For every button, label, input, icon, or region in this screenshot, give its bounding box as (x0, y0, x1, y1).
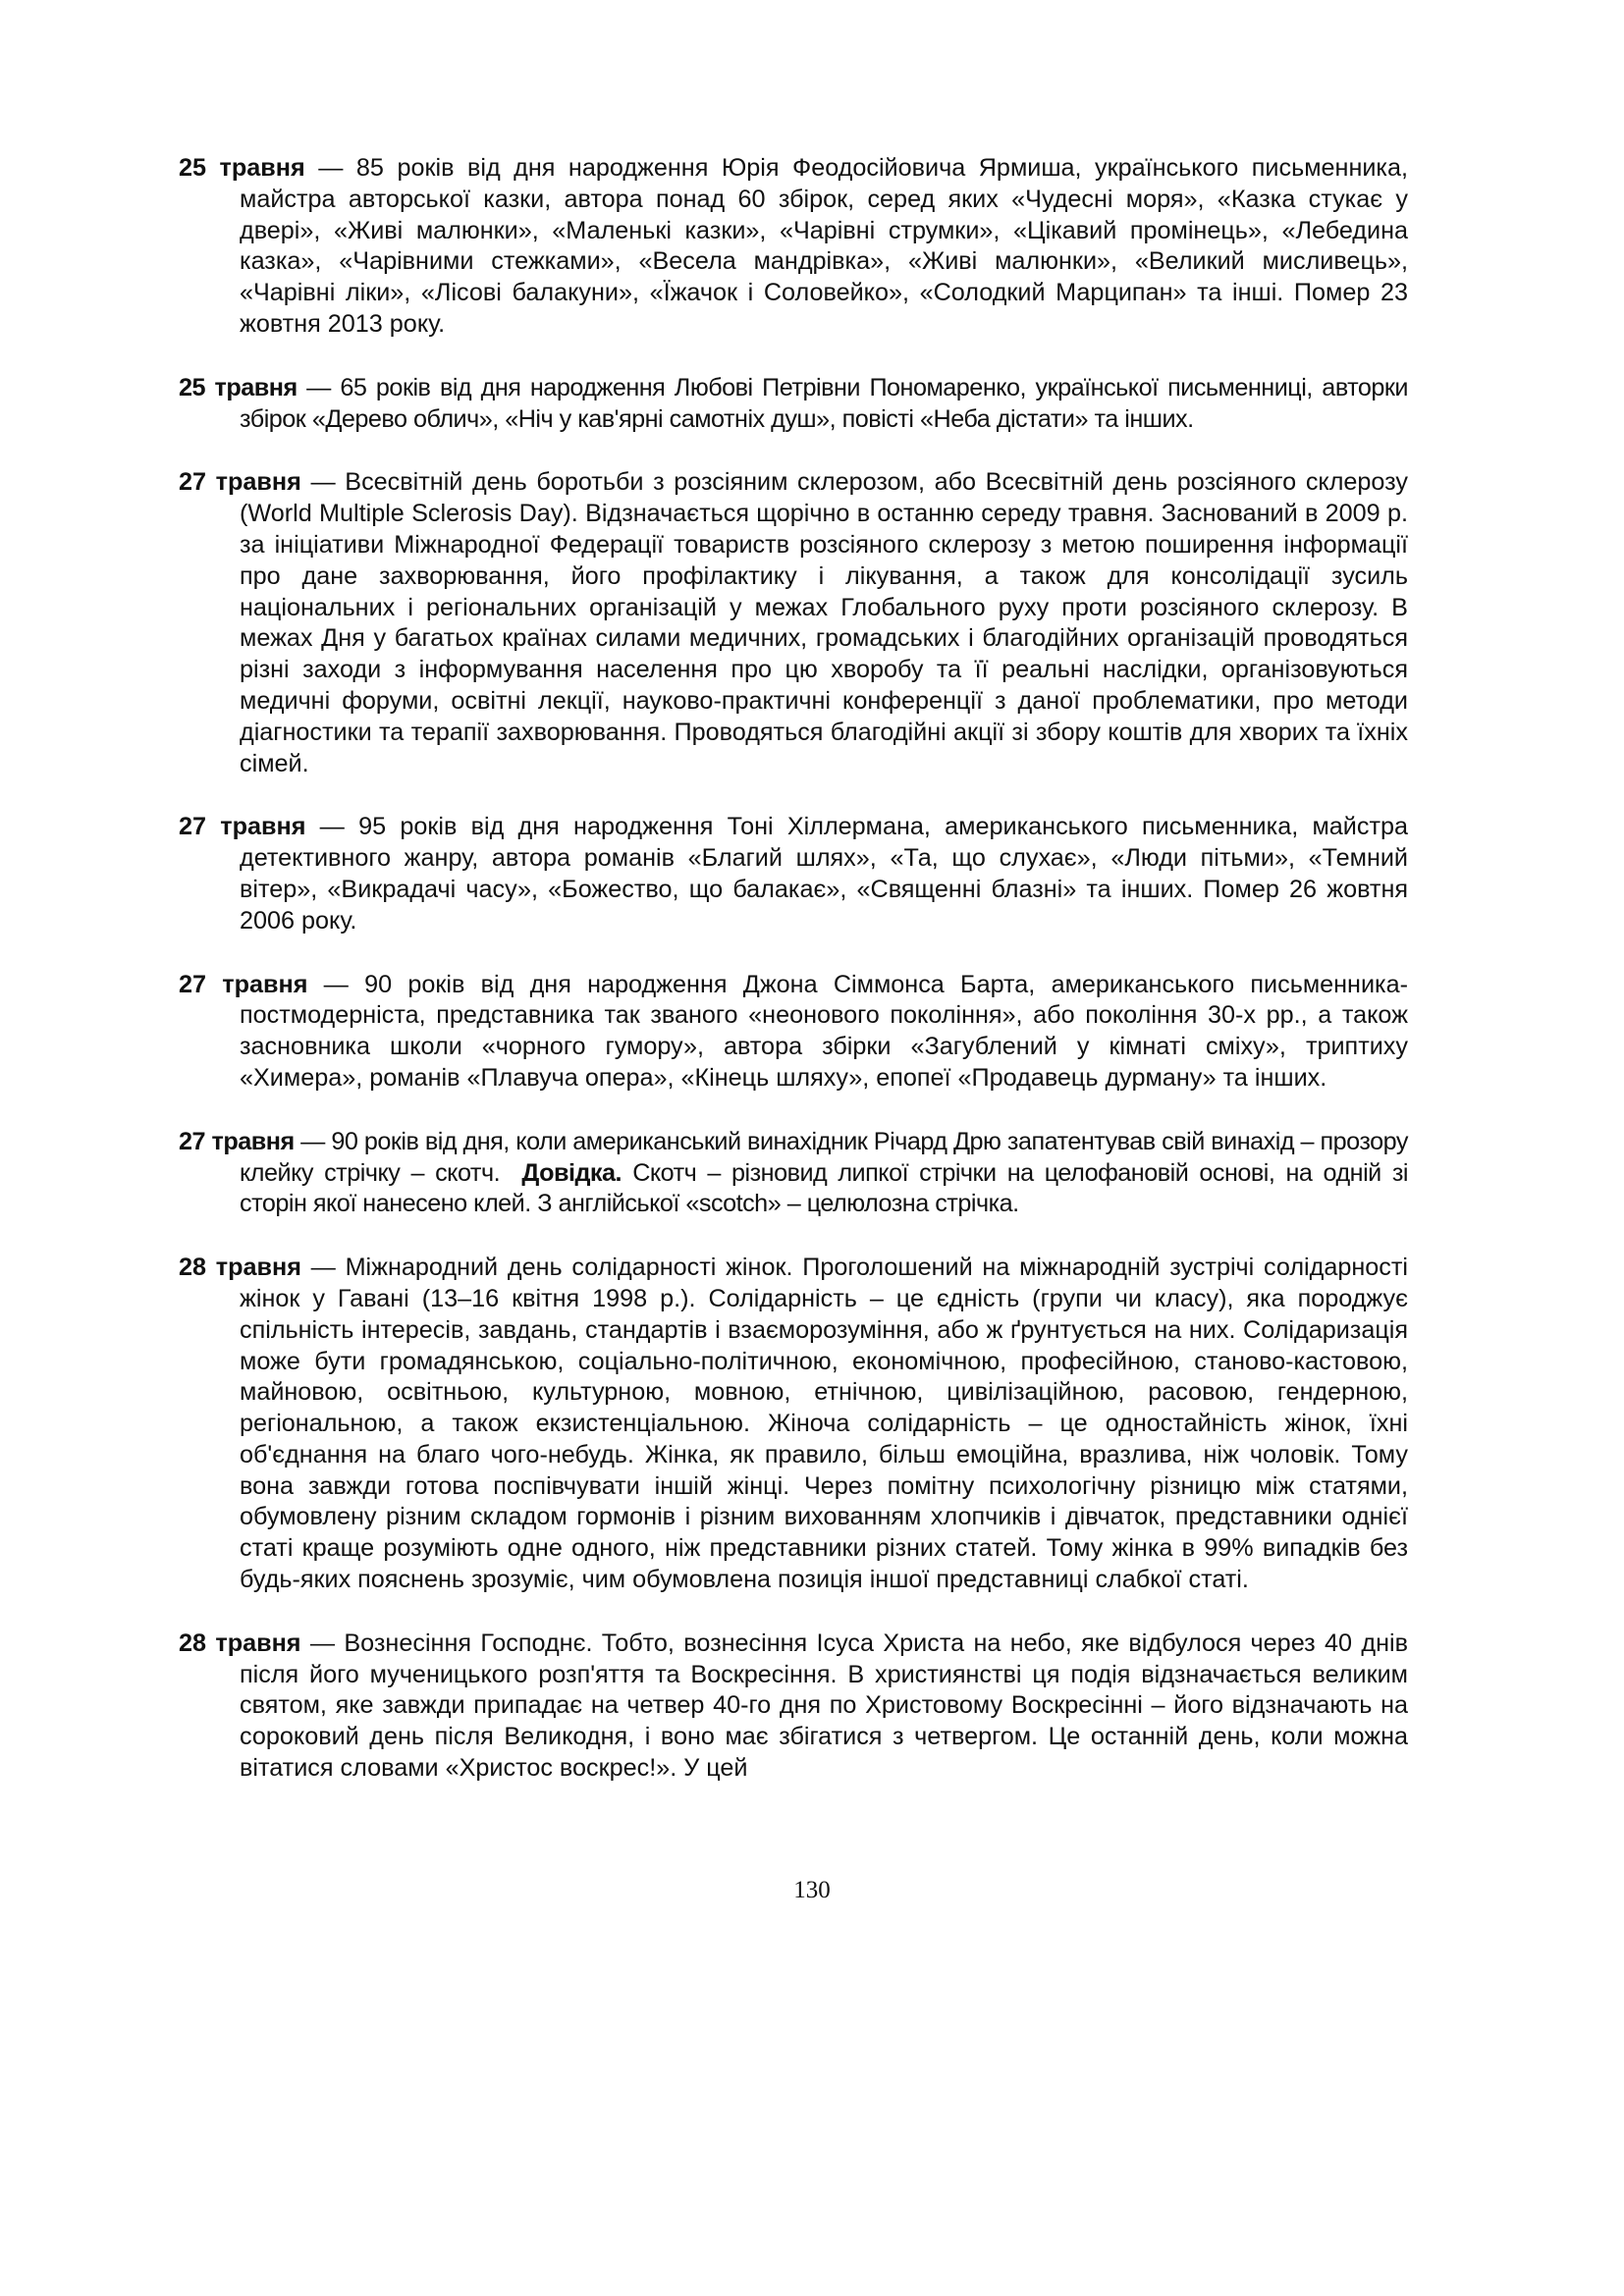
calendar-entry-barth (179, 970, 1408, 1095)
calendar-entry-hillerman (179, 812, 1408, 936)
calendar-entry-multiple-sclerosis-day (179, 467, 1408, 779)
entry-date: 27 травня (179, 468, 301, 497)
calendar-entry-scotch-tape (179, 1127, 1408, 1220)
entry-text: 65 років від дня народження Любові Петрівни Пономаренко, української письменниці, авторки збірок «Дерево облич», «Ніч у кав'ярні самотніх душ», повісті «Неба дістати» та інших. (240, 373, 1408, 433)
entry-text: Вознесіння Господнє. Тобто, вознесіння Ісуса Христа на небо, яке відбулося через 40 днів після його мученицького розп'яття та Воскресіння. В християнстві ця подія відзначається великим святом, яке завжди припадає на четвер 40-го дня по Христовому Воскресінні – його відзначають на сороковий день після Великодня, і воно має збігатися з четвергом. Це останній день, коли можна вітатися словами «Христос воскрес!». У цей (240, 1629, 1408, 1783)
entry-dash: — (294, 1127, 332, 1155)
entry-text: 90 років від дня, коли американський винахідник Річард Дрю запатентував свій винахід – прозору клейку стрічку – скотч. (240, 1127, 1408, 1187)
reference-note-text: Скотч – різновид липкої стрічки на целофановій основі, на одній зі сторін якої нанесено клей. З англійської «scotch» – целюлозна стрічка. (240, 1158, 1409, 1218)
entry-text: Міжнародний день солідарності жінок. Проголошений на міжнародній зустрічі солідарності жінок у Гавані (13–16 квітня 1998 р.). Солідарність – це єдність (групи чи класу), яка породжує спільність інтересів, завдань, стандартів і взаєморозуміння, або ж ґрунтується на них. Солідаризація може бути громадянською, соціально-політичною, економічною, професійною, станово-кастовою, майновою, освітньою, культурною, мовною, етнічною, цивілізаційною, расовою, гендерною, регіональною, а також екзистенціальною. Жіноча солідарність – це одностайність жінок, їхні об'єднання на благо чого-небудь. Жінка, як правило, більш емоційна, вразлива, ніж чоловік. Тому вона завжди готова поспівчувати іншій жінці. Через помітну психологічну різницю між статями, обумовлену різним складом гормонів і різним вихованням хлопчиків і дівчаток, представники однієї статі краще розуміють одне одного, ніж представники різних статей. Тому жінка в 99% випадків без будь-яких пояснень зрозуміє, чим обумовлена позиція іншої представниці слабкої статі. (240, 1254, 1408, 1594)
page-number: 130 (793, 1877, 831, 1903)
reference-note-label: Довідка. (521, 1158, 623, 1187)
calendar-entry-yarmysh (179, 153, 1408, 341)
entry-dash: — (300, 468, 346, 497)
entry-text: 85 років від дня народження Юрія Феодосійовича Ярмиша, українського письменника, майстра авторської казки, автора понад 60 збірок, серед яких «Чудесні моря», «Казка стукає у двері», «Живі малюнки», «Маленькі казки», «Чарівні струмки», «Цікавий промінець», «Лебедина казка», «Чарівними стежками», «Весела мандрівка», «Живі малюнки», «Великий мисливець», «Чарівні ліки», «Лісові балакуни», «Їжачок і Соловейко», «Солодкий Марципан» та інші. Помер 23 жовтня 2013 року. (240, 154, 1408, 338)
entry-dash: — (300, 1254, 346, 1282)
entry-dash: — (300, 1629, 345, 1657)
entry-date: 27 травня (179, 1127, 295, 1155)
entry-dash: — (304, 154, 356, 182)
entry-text: 95 років від дня народження Тоні Хіллермана, американського письменника, майстра детективного жанру, автора романів «Благий шлях», «Та, що слухає», «Люди пітьми», «Темний вітер», «Викрадачі часу», «Божество, що балакає», «Священні блазні» та інших. Помер 26 жовтня 2006 року. (240, 813, 1408, 934)
entry-date: 28 травня (179, 1629, 301, 1657)
entry-dash: — (297, 373, 341, 401)
entry-date: 27 травня (179, 813, 306, 841)
entry-date: 28 травня (179, 1254, 301, 1282)
entry-dash: — (305, 813, 359, 841)
entry-text: Всесвітній день боротьби з розсіяним склерозом, або Всесвітній день розсіяного склерозу (World Multiple Sclerosis Day). Відзначається щорічно в останню середу травня. Заснований в 2009 р. за ініціативи Міжнародної Федерації товариств розсіяного склерозу з метою поширення інформації про дане захворювання, його профілактику і лікування, а також для консолідації зусиль національних і регіональних організацій у межах Глобального руху проти розсіяного склерозу. В межах Дня у багатьох країнах силами медичних, громадських і благодійних організацій проводяться різні заходи з інформування населення про цю хворобу та її реальні наслідки, організовуються медичні форуми, освітні лекції, науково-практичні конференції з даної проблематики, про методи діагностики та терапії захворювання. Проводяться благодійні акції зі збору коштів для хворих та їхніх сімей. (240, 468, 1409, 777)
entry-date: 25 травня (179, 154, 305, 182)
calendar-entry-ascension (179, 1629, 1408, 1785)
calendar-entry-women-solidarity-day (179, 1253, 1408, 1596)
entry-date: 27 травня (179, 970, 308, 998)
entry-dash: — (307, 970, 365, 998)
entry-text: 90 років від дня народження Джона Сіммонса Барта, американського письменника-постмодерніста, представника так званого «неонового покоління», або покоління 30-х рр., а також засновника школи «чорного гумору», автора збірки «Загублений у кімнаті сміху», триптиху «Химера», романів «Плавуча опера», «Кінець шляху», епопеї «Продавець дурману» та інших. (240, 970, 1409, 1092)
entry-date: 25 травня (179, 373, 298, 401)
document-page (179, 153, 1408, 1817)
calendar-entry-ponomarenko (179, 373, 1408, 436)
